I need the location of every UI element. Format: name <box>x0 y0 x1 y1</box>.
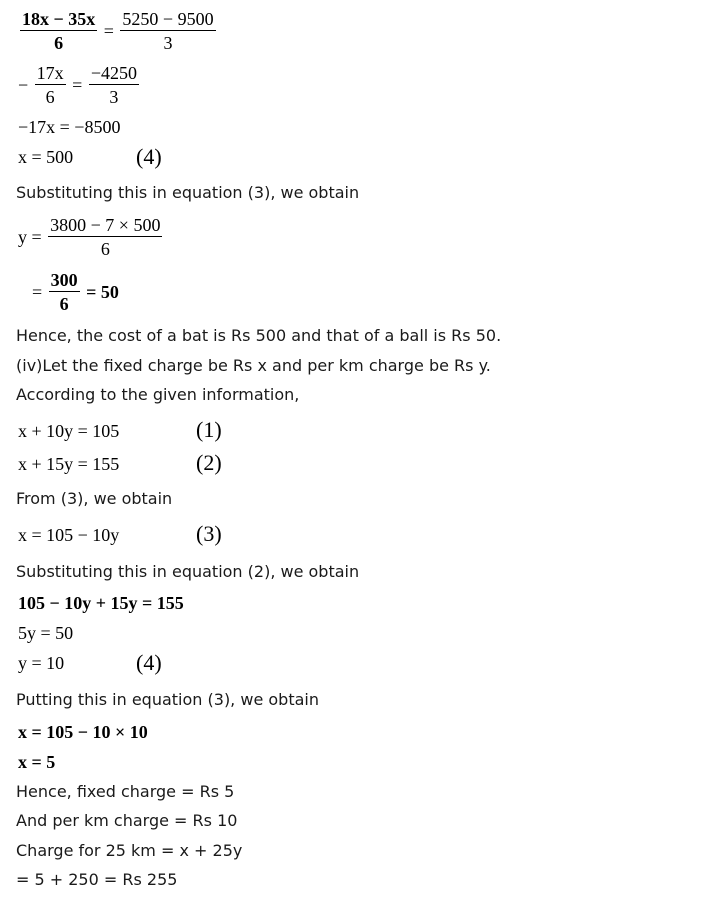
equation-x-5: x = 5 <box>18 752 56 772</box>
equation-x-500: x = 500 <box>18 147 74 167</box>
equation-y-10: y = 10 <box>18 653 65 673</box>
paragraph-substituting-eq3: Substituting this in equation (3), we obtain <box>16 183 360 202</box>
minus-sign: − <box>18 75 29 95</box>
equation-y-fraction <box>18 216 164 258</box>
equation-3: x = 105 − 10y <box>18 525 120 545</box>
paragraph-given-information: According to the given information, <box>16 385 300 404</box>
equation-tag-4: (4) <box>136 144 162 169</box>
equation-lhs: y = <box>18 227 42 247</box>
paragraph-final-total: = 5 + 250 = Rs 255 <box>16 870 178 889</box>
equals-sign: = <box>103 21 114 41</box>
fraction-numerator: 5250 − 9500 <box>122 9 214 29</box>
fraction-numerator: 3800 − 7 × 500 <box>50 215 161 235</box>
equation-tag-2: (2) <box>196 450 222 475</box>
equation-5y-50: 5y = 50 <box>18 623 74 643</box>
paragraph-part-iv-intro: (iv)Let the fixed charge be Rs x and per km charge be Rs y. <box>16 356 491 375</box>
equation-tag-3: (3) <box>196 521 222 546</box>
equation-y-50 <box>32 271 119 313</box>
paragraph-putting-eq3: Putting this in equation (3), we obtain <box>16 690 319 709</box>
fraction-denominator: 6 <box>59 294 69 314</box>
equation-tag-1: (1) <box>196 417 222 442</box>
fraction-denominator: 6 <box>45 87 55 107</box>
fraction-numerator: 18x − 35x <box>22 9 96 29</box>
equation-17x: −17x = −8500 <box>18 117 121 137</box>
fraction <box>48 216 162 258</box>
fraction-right <box>89 64 139 106</box>
paragraph-from-eq3: From (3), we obtain <box>16 489 173 508</box>
equation-substitution: 105 − 10y + 15y = 155 <box>18 593 184 613</box>
equation-2: x + 15y = 155 <box>18 454 120 474</box>
equation-x-computation: x = 105 − 10 × 10 <box>18 722 148 742</box>
paragraph-charge-25km: Charge for 25 km = x + 25y <box>16 841 243 860</box>
fraction-left <box>35 64 66 106</box>
paragraph-fixed-charge: Hence, fixed charge = Rs 5 <box>16 782 235 801</box>
fraction-denominator: 6 <box>100 239 110 259</box>
paragraph-substituting-eq2: Substituting this in equation (2), we obtain <box>16 562 360 581</box>
paragraph-per-km-charge: And per km charge = Rs 10 <box>16 811 238 830</box>
equation-fraction-difference <box>18 10 218 52</box>
fraction-left <box>20 10 97 52</box>
fraction <box>49 271 80 313</box>
fraction-denominator: 3 <box>163 33 173 53</box>
fraction-numerator: 300 <box>50 270 78 290</box>
equation-1: x + 10y = 105 <box>18 421 120 441</box>
equals-sign: = <box>72 75 83 95</box>
fraction-right <box>120 10 215 52</box>
fraction-numerator: 17x <box>36 63 64 83</box>
fraction-denominator: 6 <box>54 33 64 53</box>
equation-simplified-fraction <box>18 64 141 106</box>
fraction-denominator: 3 <box>109 87 119 107</box>
paragraph-cost-conclusion: Hence, the cost of a bat is Rs 500 and that of a ball is Rs 50. <box>16 326 502 345</box>
equation-rhs: = 50 <box>86 282 119 302</box>
equals-sign: = <box>32 282 43 302</box>
equation-tag-4b: (4) <box>136 650 162 675</box>
fraction-numerator: −4250 <box>90 63 137 83</box>
